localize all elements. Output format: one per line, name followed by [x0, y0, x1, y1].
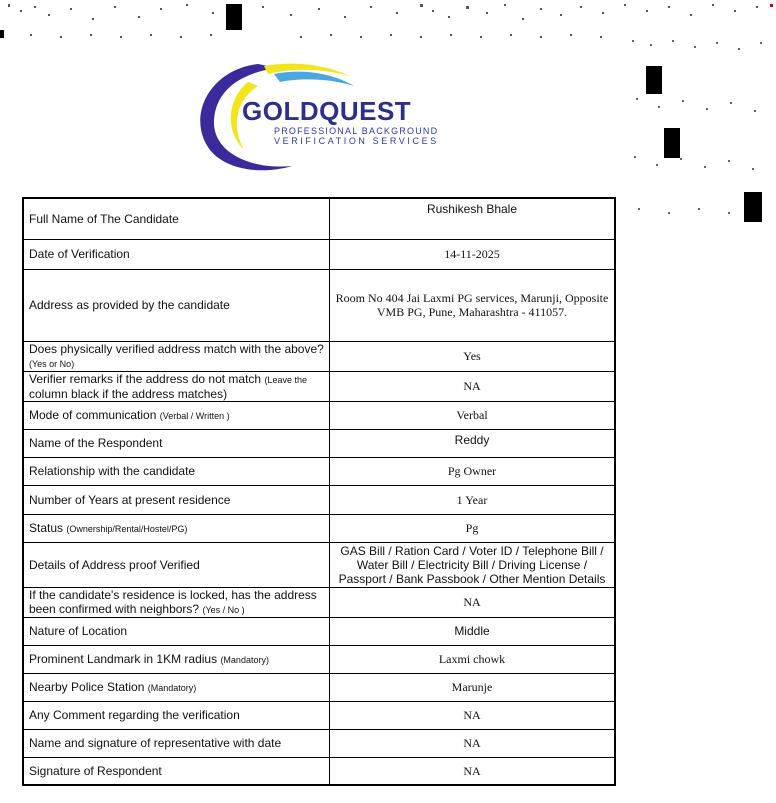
- table-row: [23, 429, 615, 457]
- row-value: Middle: [330, 617, 616, 645]
- verification-table: [22, 197, 616, 786]
- redaction-block: [646, 66, 662, 94]
- row-value: Pg: [330, 514, 616, 542]
- row-value: Marunje: [330, 673, 616, 701]
- logo-wordmark: GOLDQUEST: [242, 96, 412, 126]
- logo-tagline-line2: VERIFICATION SERVICES: [274, 136, 439, 146]
- row-label: Address as provided by the candidate: [23, 269, 330, 341]
- table-row: [23, 757, 615, 785]
- row-label: Verifier remarks if the address do not match (Leave the column black if the address matches): [23, 371, 330, 401]
- row-label: Number of Years at present residence: [23, 485, 330, 514]
- table-row: [23, 617, 615, 645]
- row-value: Room No 404 Jai Laxmi PG services, Marunji, Opposite VMB PG, Pune, Maharashtra - 411057.: [330, 269, 616, 341]
- table-row: [23, 198, 615, 239]
- row-label: Mode of communication (Verbal / Written ): [23, 401, 330, 429]
- row-label: Status (Ownership/Rental/Hostel/PG): [23, 514, 330, 542]
- table-row: [23, 485, 615, 514]
- row-value: NA: [330, 701, 616, 729]
- row-label: If the candidate's residence is locked, has the address been confirmed with neighbors? (Yes / No ): [23, 587, 330, 617]
- row-value: 1 Year: [330, 485, 616, 514]
- table-row: [23, 239, 615, 269]
- row-label: Does physically verified address match with the above? (Yes or No): [23, 341, 330, 371]
- redaction-block: [744, 192, 762, 222]
- row-label: Signature of Respondent: [23, 757, 330, 785]
- row-label: Details of Address proof Verified: [23, 542, 330, 587]
- table-row: [23, 673, 615, 701]
- row-label: Any Comment regarding the verification: [23, 701, 330, 729]
- logo-tagline-line1: PROFESSIONAL BACKGROUND: [274, 126, 439, 136]
- row-label: Nature of Location: [23, 617, 330, 645]
- row-label: Prominent Landmark in 1KM radius (Mandatory): [23, 645, 330, 673]
- row-value: NA: [330, 729, 616, 757]
- row-value: 14-11-2025: [330, 239, 616, 269]
- row-value: NA: [330, 371, 616, 401]
- row-label: Nearby Police Station (Mandatory): [23, 673, 330, 701]
- table-row: [23, 701, 615, 729]
- row-value: Pg Owner: [330, 457, 616, 485]
- redaction-block: [664, 128, 680, 158]
- row-label: Relationship with the candidate: [23, 457, 330, 485]
- table-row: [23, 401, 615, 429]
- row-value: NA: [330, 587, 616, 617]
- row-value: Laxmi chowk: [330, 645, 616, 673]
- row-label: Full Name of The Candidate: [23, 198, 330, 239]
- row-value: GAS Bill / Ration Card / Voter ID / Telephone Bill / Water Bill / Electricity Bill / Driving License / Passport / Bank Passbook / Other Mention Details: [330, 542, 616, 587]
- table-row: [23, 341, 615, 371]
- redaction-block: [226, 4, 242, 30]
- row-label: Name of the Respondent: [23, 429, 330, 457]
- table-row: [23, 587, 615, 617]
- row-value: Reddy: [330, 429, 616, 457]
- table-row: [23, 645, 615, 673]
- row-value: NA: [330, 757, 616, 785]
- table-row: [23, 729, 615, 757]
- table-row: [23, 269, 615, 341]
- table-row: [23, 514, 615, 542]
- row-value: Yes: [330, 341, 616, 371]
- table-row: [23, 371, 615, 401]
- row-value: Rushikesh Bhale: [330, 198, 616, 239]
- table-row: [23, 457, 615, 485]
- table-row: [23, 542, 615, 587]
- row-label: Name and signature of representative with date: [23, 729, 330, 757]
- goldquest-logo: [188, 58, 450, 174]
- row-value: Verbal: [330, 401, 616, 429]
- row-label: Date of Verification: [23, 239, 330, 269]
